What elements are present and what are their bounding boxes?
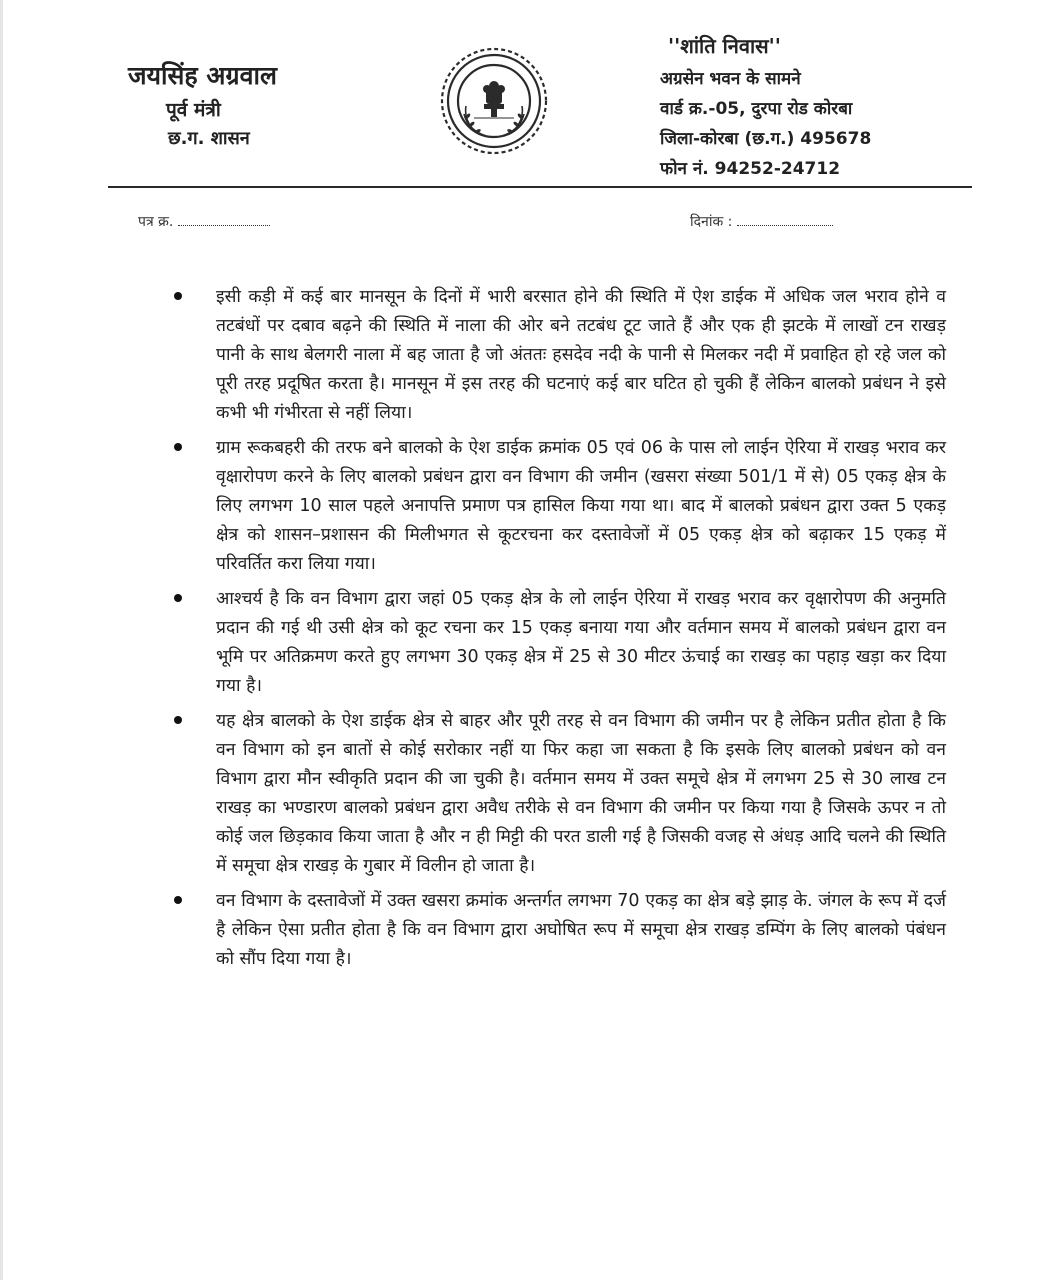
- letter-number-blank: [178, 213, 270, 226]
- list-item: [160, 585, 960, 701]
- sender-name: जयसिंह अग्रवाल: [128, 61, 277, 90]
- list-item: [160, 283, 960, 428]
- paragraph-text: वन विभाग के दस्तावेजों में उक्त खसरा क्रमांक अन्तर्गत लगभग 70 एकड़ का क्षेत्र बड़े झाड़ के. जंगल के रूप में दर्ज है लेकिन ऐसा प्रतीत होता है कि वन विभाग द्वारा अघोषित रूप में समूचा क्षेत्र राखड़ डम्पिंग के लिए बालको पंबंधन को सौंप दिया गया है।: [216, 891, 946, 969]
- paragraph-text: यह क्षेत्र बालको के ऐश डाईक क्षेत्र से बाहर और पूरी तरह से वन विभाग की जमीन पर है लेकिन प्रतीत होता है कि वन विभाग को इन बातों से कोई सरोकार नहीं या फिर कहा जा सकता है कि इसके लिए बालको प्रबंधन को वन विभाग द्वारा मौन स्वीकृति प्रदान की जा चुकी है। वर्तमान समय में उक्त समूचे क्षेत्र में लगभग 25 से 30 लाख टन राखड़ का भण्डारण बालको प्रबंधन द्वारा अवैध तरीके से वन विभाग की जमीन पर किया गया है जिसके ऊपर न तो कोई जल छिड़काव किया जाता है और न ही मिट्टी की परत डाली गई है जिसकी वजह से अंधड़ आदि चलने की स्थिति में समूचा क्षेत्र राखड़ के गुबार में विलीन हो जाता है।: [216, 711, 946, 876]
- date-blank: [737, 213, 833, 226]
- list-item: [160, 434, 960, 579]
- phone-line: फोन नं. 94252-24712: [660, 159, 841, 179]
- bullet-icon: [174, 896, 182, 904]
- house-name: ''शांति निवास'': [668, 34, 781, 58]
- date-field: [690, 212, 833, 231]
- svg-text:~~~~~~~~~~~~: ~~~~~~~~~~~~: [458, 61, 518, 88]
- state-emblem-seal: [438, 44, 550, 158]
- paragraph-text: इसी कड़ी में कई बार मानसून के दिनों में भारी बरसात होने की स्थिति में ऐश डाईक में अधिक जल भराव होने व तटबंधों पर दबाव बढ़ने की स्थिति में नाला की ओर बने तटबंध टूट जाते हैं और एक ही झटके में लाखों टन राखड़ पानी के साथ बेलगरी नाला में बह जाता है जो अंततः हसदेव नदी के पानी से मिलकर नदी में प्रवाहित हो रहे जल को पूरी तरह प्रदूषित करता है। मानसून में इस तरह की घटनाएं कई बार घटित हो चुकी हैं लेकिन बालको प्रबंधन ने इसे कभी भी गंभीरता से नहीं लिया।: [216, 287, 946, 423]
- header-divider: [108, 186, 972, 188]
- bullet-icon: [174, 443, 182, 451]
- address-line-2: वार्ड क्र.-05, दुरपा रोड कोरबा: [660, 99, 853, 119]
- address-line-3: जिला-कोरबा (छ.ग.) 495678: [660, 129, 872, 149]
- list-item: [160, 887, 960, 974]
- bullet-icon: [174, 716, 182, 724]
- letterhead: [0, 0, 1060, 200]
- list-item: [160, 707, 960, 881]
- letter-number-label: पत्र क्र.: [138, 214, 174, 230]
- bullet-icon: [174, 292, 182, 300]
- date-label: दिनांक :: [690, 214, 733, 230]
- bullet-icon: [174, 594, 182, 602]
- letter-number-field: [138, 212, 270, 231]
- paragraph-text: आश्चर्य है कि वन विभाग द्वारा जहां 05 एकड़ क्षेत्र के लो लाईन ऐरिया में राखड़ भराव कर वृक्षारोपण की अनुमति प्रदान की गई थी उसी क्षेत्र को कूट रचना कर 15 एकड़ बनाया गया और वर्तमान समय में बालको प्रबंधन द्वारा वन भूमि पर अतिक्रमण करते हुए लगभग 30 एकड़ क्षेत्र में 25 से 30 मीटर ऊंचाई का राखड़ का पहाड़ खड़ा कर दिया गया है।: [216, 589, 946, 696]
- paragraph-text: ग्राम रूकबहरी की तरफ बने बालको के ऐश डाईक क्रमांक 05 एवं 06 के पास लो लाईन ऐरिया में राखड़ भराव कर वृक्षारोपण करने के लिए बालको प्रबंधन द्वारा वन विभाग की जमीन (खसरा संख्या 501/1 में से) 05 एकड़ क्षेत्र के लिए लगभग 10 साल पहले अनापत्ति प्रमाण पत्र हासिल किया गया था। बाद में बालको प्रबंधन द्वारा उक्त 5 एकड़ क्षेत्र को शासन–प्रशासन की मिलीभगत से कूटरचना कर दस्तावेजों में 05 एकड़ क्षेत्र को बढ़ाकर 15 एकड़ में परिवर्तित करा लिया गया।: [216, 438, 946, 574]
- letter-body: [160, 283, 960, 980]
- emblem-seal-icon: [438, 44, 550, 158]
- sender-org: छ.ग. शासन: [168, 128, 250, 149]
- address-line-1: अग्रसेन भवन के सामने: [660, 69, 801, 89]
- sender-title: पूर्व मंत्री: [166, 99, 221, 121]
